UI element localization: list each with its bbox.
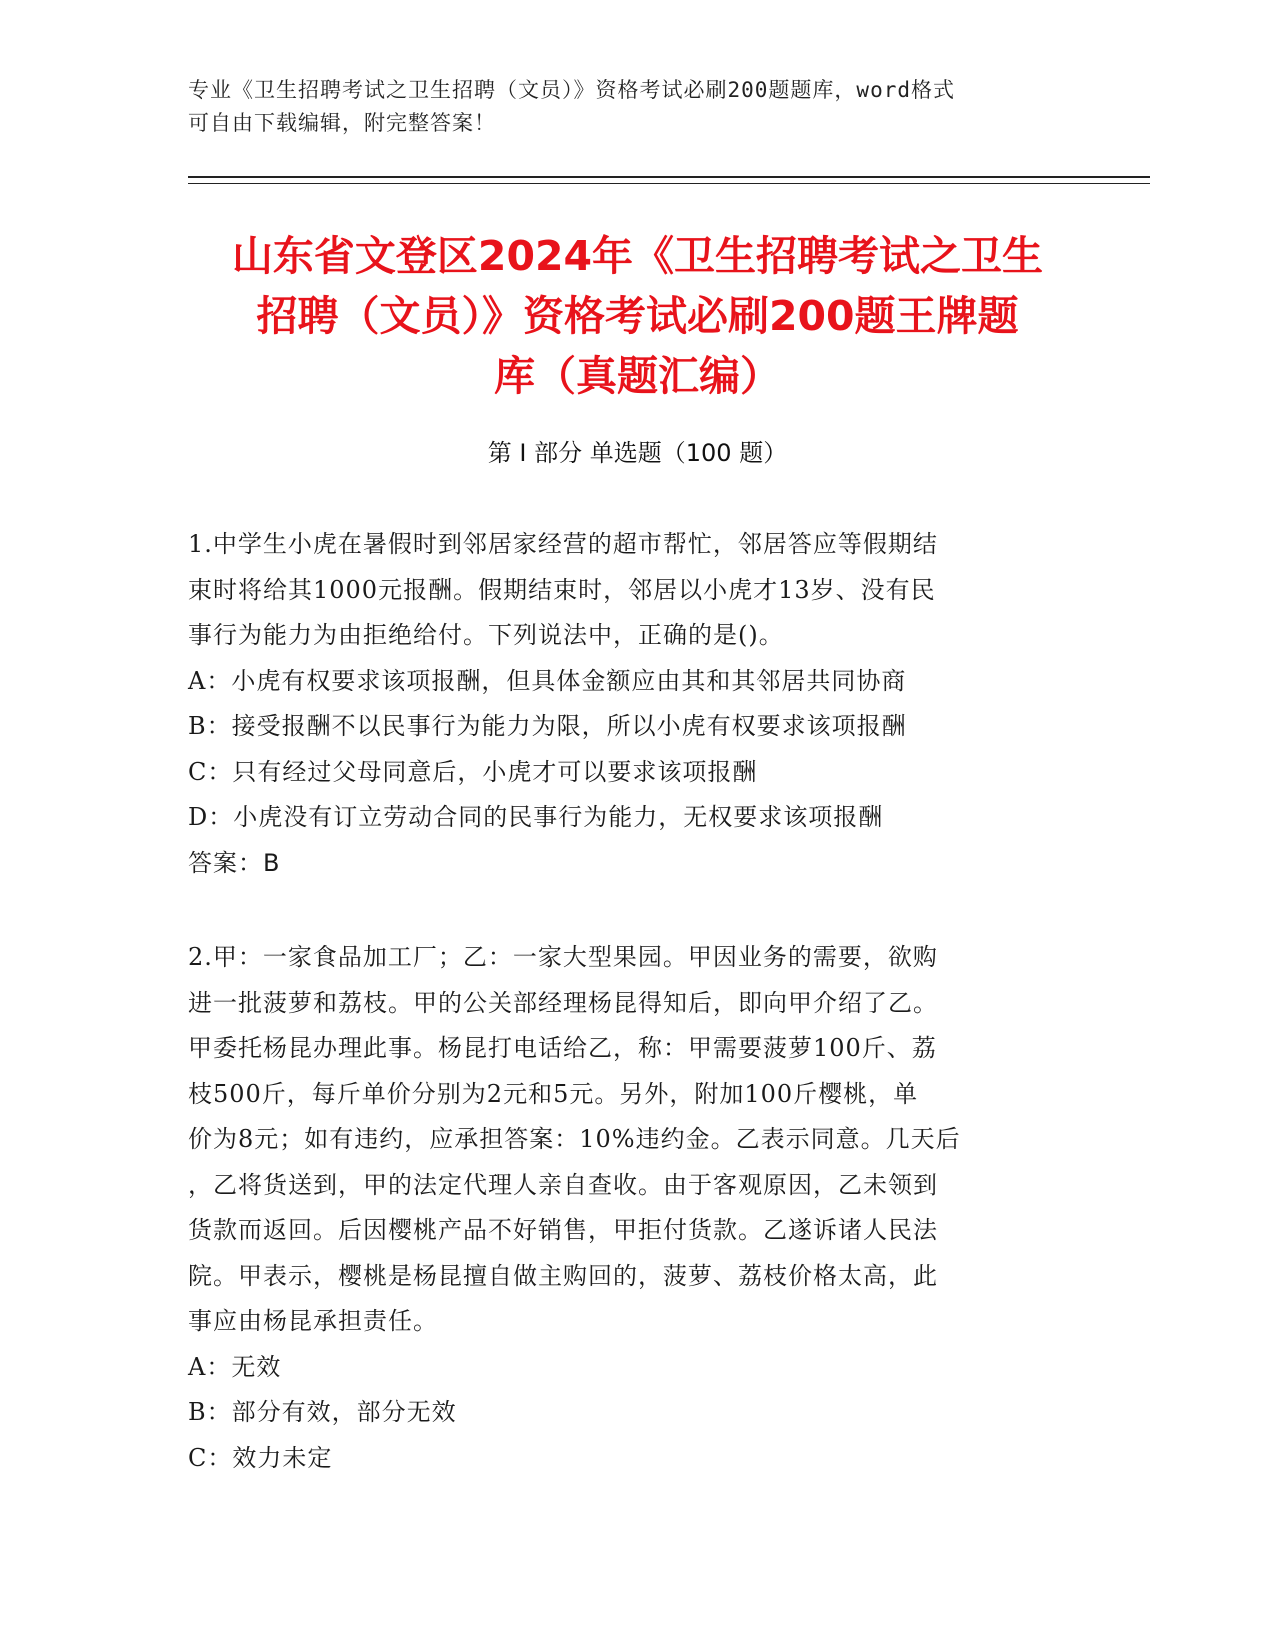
header-note-line-1: 专业《卫生招聘考试之卫生招聘（文员）》资格考试必刷200题题库，word格式 — [188, 78, 955, 102]
header-rule-thick — [188, 176, 1150, 178]
question-stem-line: ，乙将货送到，甲的法定代理人亲自查收。由于客观原因，乙未领到 — [188, 1170, 938, 1199]
question-2 — [188, 935, 1088, 1481]
question-stem-line: 价为8元；如有违约，应承担答案：10%违约金。乙表示同意。几天后 — [188, 1125, 961, 1153]
header-rule-thin — [188, 183, 1150, 184]
question-stem-line: 货款而返回。后因樱桃产品不好销售，甲拒付货款。乙遂诉诸人民法 — [188, 1216, 938, 1244]
option-c: C：效力未定 — [188, 1443, 333, 1472]
question-stem-line: 事行为能力为由拒绝给付。下列说法中，正确的是()。 — [188, 621, 784, 649]
option-a: A：无效 — [188, 1352, 282, 1381]
question-1 — [188, 522, 1088, 886]
answer: 答案：B — [188, 848, 281, 877]
title-line-2: 招聘（文员）》资格考试必刷200题王牌题 — [256, 292, 1019, 340]
header-note-line-2: 可自由下载编辑，附完整答案！ — [188, 111, 496, 135]
question-stem-line: 2.甲：一家食品加工厂；乙：一家大型果园。甲因业务的需要，欲购 — [188, 943, 938, 971]
question-stem-line: 束时将给其1000元报酬。假期结束时，邻居以小虎才13岁、没有民 — [188, 575, 936, 604]
title-line-3: 库（真题汇编） — [494, 352, 781, 400]
header-note — [188, 74, 1088, 140]
option-c: C：只有经过父母同意后，小虎才可以要求该项报酬 — [188, 757, 758, 786]
question-stem-line: 枝500斤，每斤单价分别为2元和5元。另外，附加100斤樱桃，单 — [188, 1079, 919, 1108]
option-b: B：部分有效，部分无效 — [188, 1398, 457, 1426]
question-stem-line: 院。甲表示，樱桃是杨昆擅自做主购回的，菠萝、荔枝价格太高，此 — [188, 1261, 938, 1290]
question-stem-line: 1.中学生小虎在暑假时到邻居家经营的超市帮忙，邻居答应等假期结 — [188, 530, 938, 558]
question-stem-line: 进一批菠萝和荔枝。甲的公关部经理杨昆得知后，即向甲介绍了乙。 — [188, 988, 938, 1017]
option-a: A：小虎有权要求该项报酬，但具体金额应由其和其邻居共同协商 — [188, 666, 907, 695]
option-b: B：接受报酬不以民事行为能力为限，所以小虎有权要求该项报酬 — [188, 712, 907, 740]
title-line-1: 山东省文登区2024年《卫生招聘考试之卫生 — [231, 232, 1044, 280]
question-stem-line: 事应由杨昆承担责任。 — [188, 1307, 438, 1335]
option-d: D：小虎没有订立劳动合同的民事行为能力，无权要求该项报酬 — [188, 803, 884, 831]
document-title — [150, 226, 1125, 406]
question-stem-line: 甲委托杨昆办理此事。杨昆打电话给乙，称：甲需要菠萝100斤、荔 — [188, 1034, 937, 1062]
section-title: 第 I 部分 单选题（100 题） — [487, 439, 788, 467]
